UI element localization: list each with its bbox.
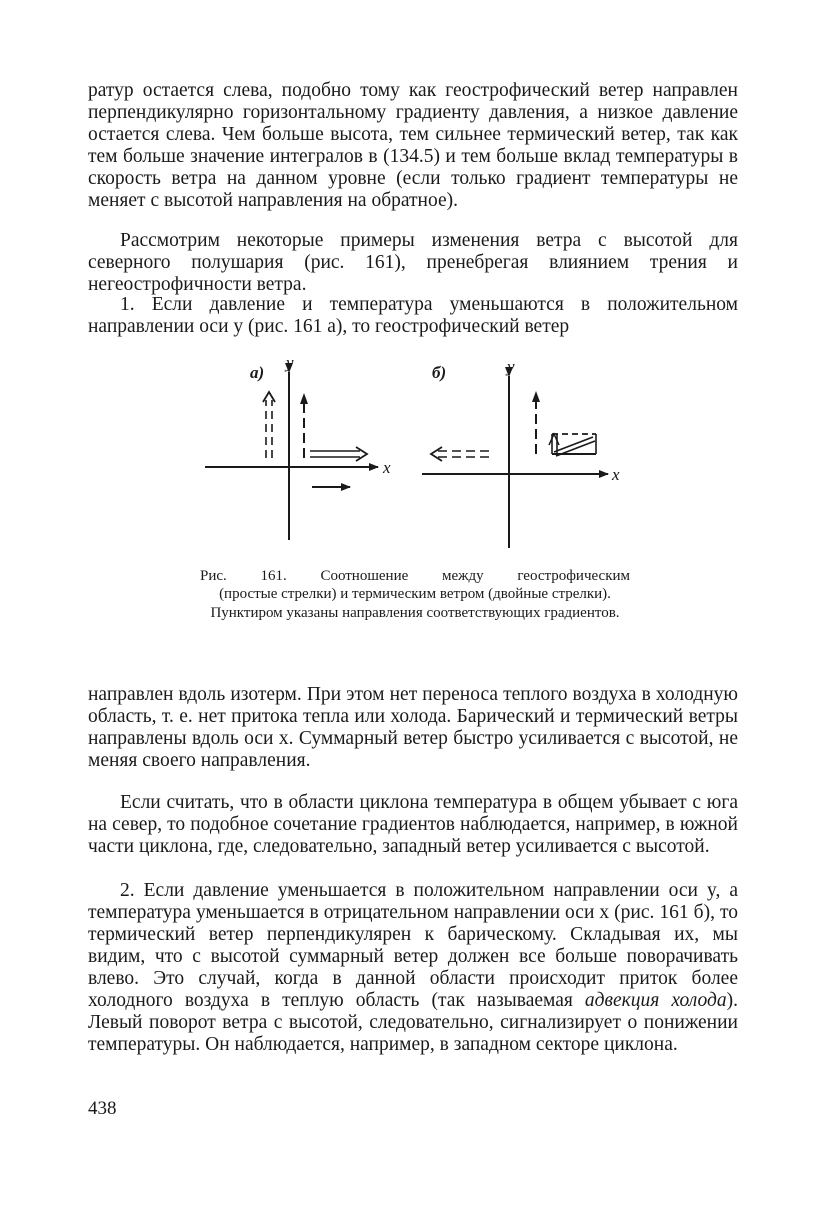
paragraph-5: Если считать, что в области циклона температура в общем убывает с юга на север, то подобное сочетание градиентов наблюдается, например, в южной части циклона, где, следовательно, западный ветер усиливается с высотой. [88,792,738,857]
paragraph-1: ратур остается слева, подобно тому как геострофический ветер направлен перпендикулярно горизонтальному градиенту давления, а низкое давление остается слева. Чем больше высота, тем сильнее термический ветер, так как тем больше значение интегралов в (134.5) и тем больше вклад температуры в скорость ветра на данном уровне (если только градиент температуры не меняет с высотой направления на обратное). [88,80,738,211]
paragraph-4: направлен вдоль изотерм. При этом нет переноса теплого воздуха в холодную область, т. е. нет притока тепла или холода. Барический и термический ветры направлены вдоль оси x. Суммарный ветер быстро усиливается с высотой, не меняя своего направления. [88,684,738,771]
figure-caption [200,568,630,623]
paragraph-2: Рассмотрим некоторые примеры изменения ветра с высотой для северного полушария (рис. 161), пренебрегая влиянием трения и негеострофичности ветра. [88,230,738,295]
panel-b-y-label: y [507,357,515,376]
panel-b-thermal-gradient-arrow [431,447,490,461]
paragraph-6-part-2: ). Левый поворот ветра с высотой, следовательно, сигнализирует о понижении температуры. Он наблюдается, например, в западном секторе циклона. [88,990,738,1055]
panel-b-x-label: x [612,465,620,484]
panel-b-label: б) [432,363,447,382]
figure-161 [200,350,640,560]
paragraph-6-part-1: 2. Если давление уменьшается в положительном направлении оси y, а температура уменьшается в отрицательном направлении оси x (рис. 161 б), то термический ветер перпендикулярен к барическому. Складывая их, мы видим, что с высотой суммарный ветер должен все больше поворачивать влево. Это случай, когда в данной области происходит приток более холодного воздуха в теплую область (так называемая [88,880,738,1011]
paragraph-3: 1. Если давление и температура уменьшаются в положительном направлении оси y (рис. 161 а), то геострофический ветер [88,294,738,337]
term-cold-advection: адвекция холода [584,990,727,1011]
caption-line-1: Рис. 161. Соотношение между геострофическим [200,568,630,584]
panel-b-pressure-gradient-arrow [532,391,540,454]
panel-a-y-label: y [286,353,294,372]
panel-a-label: а) [250,363,265,382]
panel-a-pressure-gradient-arrow [300,393,308,458]
paragraph-6 [88,880,738,1056]
panel-b-wind-vector-sum [549,434,596,456]
panel-a-x-label: x [383,458,391,477]
caption-note: Пунктиром указаны направления соответствующих градиентов. [210,605,620,621]
caption-line-2: (простые стрелки) и термическим ветром (двойные стрелки). [219,585,611,602]
panel-b [422,357,620,548]
panel-a [205,353,391,540]
wind-diagram [200,350,640,560]
page-number: 438 [88,1098,117,1119]
panel-a-thermal-wind-arrow [310,447,367,461]
panel-a-thermal-gradient-arrow [263,392,275,458]
